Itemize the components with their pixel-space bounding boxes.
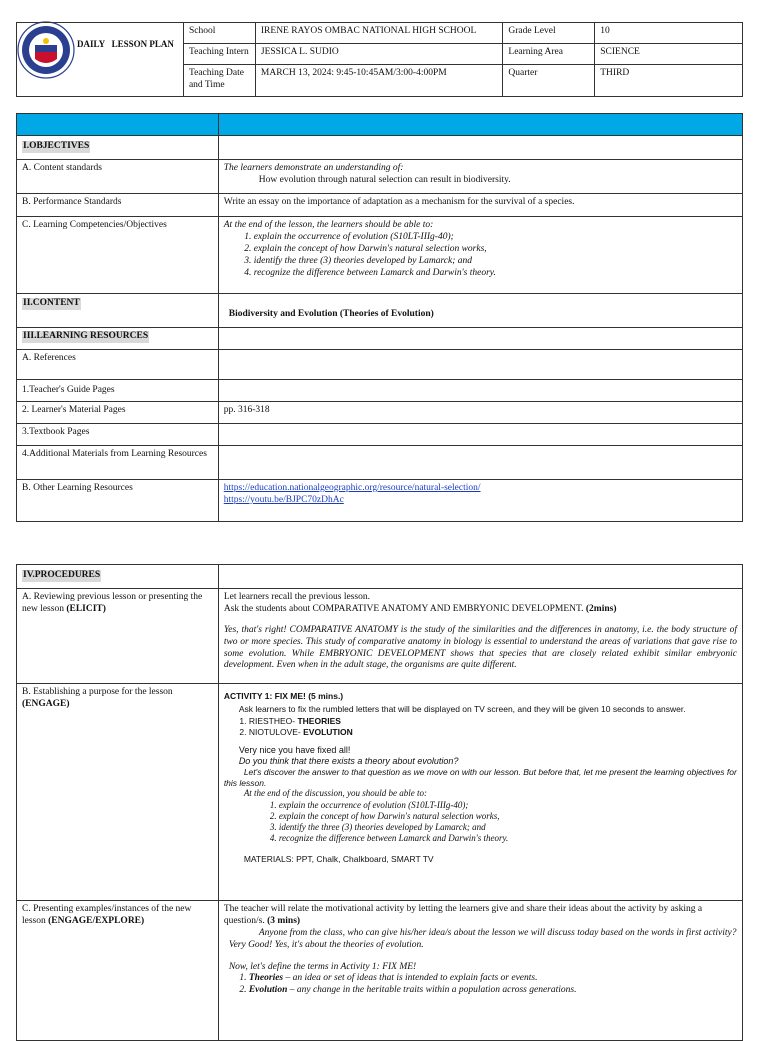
objective-item: 4. recognize the difference between Lamarck and Darwin's theory. (279, 833, 737, 844)
examples-label: C. Presenting examples/instances of the new lesson (ENGAGE/EXPLORE) (17, 901, 219, 1041)
content-standards-label: A. Content standards (17, 160, 219, 194)
praise-text: Very nice you have fixed all! (238, 744, 351, 755)
blue-header-right (218, 114, 742, 136)
objective-item: 2. explain the concept of how Darwin's natural selection works, (279, 811, 737, 822)
teaching-intern-value: JESSICA L. SUDIO (255, 44, 503, 65)
references-label: A. References (17, 350, 219, 380)
learning-area-label: Learning Area (503, 44, 595, 65)
teaching-date-label: Teaching Date and Time (183, 65, 255, 97)
scrambled-words-list (224, 716, 737, 737)
examples-define: Now, let's define the terms in Activity 1: FIX ME! (228, 961, 417, 972)
procedures-heading: IV.PROCEDURES (23, 570, 101, 580)
competency-item: 2. explain the concept of how Darwin's natural selection works, (254, 244, 737, 256)
review-line2: Ask the students about COMPARATIVE ANATOMY AND EMBRYONIC DEVELOPMENT. (2mins) (223, 603, 617, 614)
content-standards-line1: The learners demonstrate an understanding of: (223, 163, 404, 173)
objectives-intro: At the end of the discussion, you should be able to: (243, 788, 428, 799)
examples-question: Anyone from the class, who can give his/her idea/s about the lesson we will discuss today based on the words in first activity? (258, 927, 737, 938)
grade-level-label: Grade Level (503, 23, 595, 44)
terms-list (224, 973, 737, 997)
youtube-link[interactable]: https://youtu.be/BJPC70zDhAc (223, 494, 344, 505)
competency-item: 3. identify the three (3) theories developed by Lamarck; and (254, 256, 737, 268)
grade-level-value: 10 (595, 23, 743, 44)
procedures-table (16, 564, 743, 1041)
teaching-intern-label: Teaching Intern (183, 44, 255, 65)
scrambled-word-item: 2. NIOTULOVE- EVOLUTION (249, 727, 737, 738)
examples-intro: The teacher will relate the motivational activity by letting the learners give and share their ideas about the activity by asking a question/s. (3 mins) (223, 904, 703, 926)
competencies-intro: At the end of the lesson, the learners should be able to: (223, 220, 434, 230)
teachers-guide-label: 1.Teacher's Guide Pages (17, 380, 219, 402)
learning-area-value: SCIENCE (595, 44, 743, 65)
header-table (16, 22, 743, 97)
term-item: 2. Evolution – any change in the heritable traits within a population across generations. (249, 985, 737, 997)
competencies-label: C. Learning Competencies/Objectives (17, 217, 219, 294)
teaching-date-value: MARCH 13, 2024: 9:45-10:45AM/3:00-4:00PM (255, 65, 503, 97)
examples-good: Very Good! Yes, it's about the theories of evolution. (228, 939, 424, 950)
blue-header-left (17, 114, 219, 136)
review-paragraph: Yes, that's right! COMPARATIVE ANATOMY is the study of the similarities and the differences in anatomy, i.e. the body structure of two or more species. This study of comparative anatomy in biology is essential to understand the areas of variations that gave rise to some evolution. While EMBRYONIC DEVELOPMENT shows that species that are closely related exhibit similar embryonic development. Even when in the adult stage, the organisms are quite different. (223, 624, 737, 671)
textbook-label: 3.Textbook Pages (17, 424, 219, 446)
performance-standards-text: Write an essay on the importance of adaptation as a mechanism for the survival of a species. (218, 194, 742, 217)
activity-instructions: Ask learners to fix the rumbled letters that will be displayed on TV screen, and they will be given 10 seconds to answer. (238, 703, 686, 714)
materials-text: MATERIALS: PPT, Chalk, Chalkboard, SMART TV (243, 853, 434, 864)
competency-item: 4. recognize the difference between Lamarck and Darwin's theory. (254, 268, 737, 280)
competencies-list (224, 232, 737, 280)
school-value: IRENE RAYOS OMBAC NATIONAL HIGH SCHOOL (255, 23, 503, 44)
learners-material-label: 2. Learner's Material Pages (17, 402, 219, 424)
theory-question: Do you think that there exists a theory about evolution? (238, 755, 459, 766)
discover-text: Let's discover the answer to that question as we move on with our lesson. But before that, let me present the learning objectives for this lesson. (223, 767, 737, 788)
content-heading: II.CONTENT (23, 298, 80, 308)
competency-item: 1. explain the occurrence of evolution (S10LT-IIIg-40); (254, 232, 737, 244)
scrambled-word-item: 1. RIESTHEO- THEORIES (249, 716, 737, 727)
review-line1: Let learners recall the previous lesson. (223, 592, 370, 602)
quarter-value: THIRD (595, 65, 743, 97)
content-standards-line2: How evolution through natural selection can result in biodiversity. (258, 174, 511, 185)
additional-materials-label: 4.Additional Materials from Learning Resources (17, 446, 219, 480)
school-label: School (183, 23, 255, 44)
natgeo-link[interactable]: https://education.nationalgeographic.org/resource/natural-selection/ (223, 483, 481, 493)
plan-title: DAILY LESSON PLAN (77, 39, 174, 49)
quarter-label: Quarter (503, 65, 595, 97)
lesson-objectives-list (224, 800, 737, 845)
performance-standards-label: B. Performance Standards (17, 194, 219, 217)
lesson-table (16, 113, 743, 522)
objective-item: 1. explain the occurrence of evolution (S10LT-IIIg-40); (279, 800, 737, 811)
resources-heading: III.LEARNING RESOURCES (23, 331, 149, 341)
other-resources-label: B. Other Learning Resources (17, 480, 219, 522)
learners-material-value: pp. 316-318 (218, 402, 742, 424)
term-item: 1. Theories – an idea or set of ideas that is intended to explain facts or events. (249, 973, 737, 985)
activity-title: ACTIVITY 1: FIX ME! (5 mins.) (223, 691, 344, 701)
objective-item: 3. identify the three (3) theories developed by Lamarck; and (279, 822, 737, 833)
purpose-label: B. Establishing a purpose for the lesson (ENGAGE) (17, 684, 219, 901)
review-label: A. Reviewing previous lesson or presenting the new lesson (ELICIT) (17, 589, 219, 684)
objectives-heading: I.OBJECTIVES (23, 141, 90, 151)
content-text: Biodiversity and Evolution (Theories of Evolution) (218, 294, 742, 328)
